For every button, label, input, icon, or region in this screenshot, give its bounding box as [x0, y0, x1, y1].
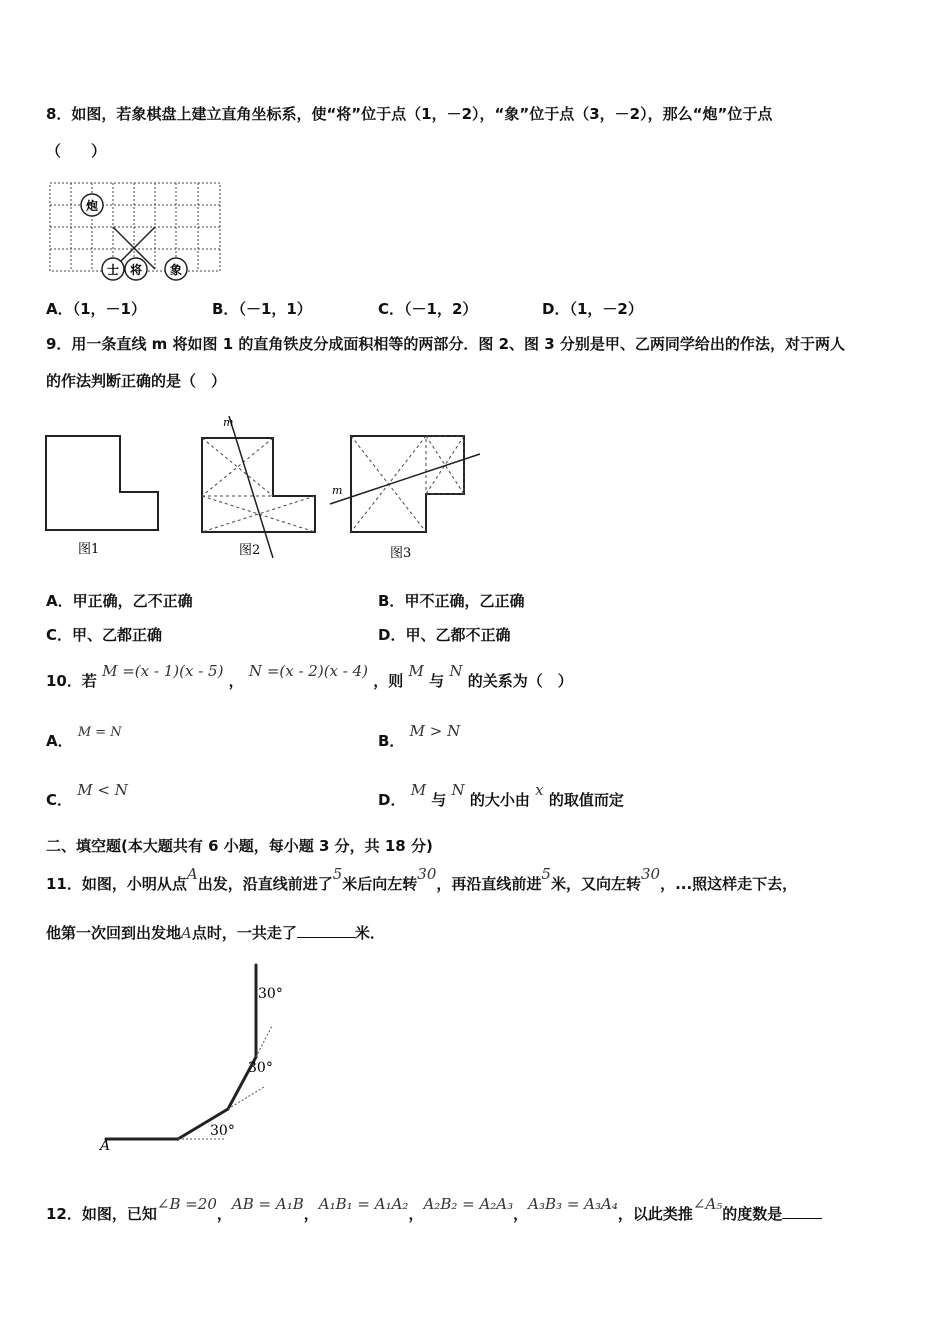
option-text: （－1，1） — [238, 300, 312, 318]
svg-text:炮: 炮 — [85, 199, 99, 213]
option-label: B． — [378, 592, 405, 610]
q10-stem — [46, 662, 573, 691]
text: 点时，一共走了 — [191, 924, 297, 942]
option-math: M > N — [409, 722, 461, 740]
num: 5 — [332, 865, 343, 883]
option-text: 甲正确，乙不正确 — [72, 592, 193, 610]
q10-option-b[interactable] — [378, 722, 461, 751]
comma: ， — [513, 1205, 529, 1223]
q9-option-a[interactable] — [46, 590, 193, 611]
option-label: A． — [46, 732, 73, 750]
text: 米，又向左转 — [550, 875, 641, 893]
q8-stem: 8．如图，若象棋盘上建立直角坐标系，使“将”位于点（1，－2），“象”位于点（3，－2），那么“炮”位于点 — [46, 105, 773, 123]
option-label: D． — [378, 791, 406, 809]
q8-option-d[interactable] — [542, 298, 643, 319]
q10-option-d[interactable] — [378, 781, 624, 810]
answer-blank[interactable] — [297, 923, 355, 938]
angle3-label: 30° — [258, 986, 283, 1002]
expr-n: N =(x - 2)(x - 4) — [248, 662, 369, 680]
angle-b: ∠B =20 — [156, 1195, 217, 1213]
num: 30 — [417, 865, 437, 883]
mid-text: 的大小由 — [469, 791, 530, 809]
walking-path-figure — [98, 960, 298, 1160]
fig3-caption: 图3 — [390, 546, 412, 561]
fig1-caption: 图1 — [78, 542, 100, 557]
text: 出发，沿直线前进了 — [197, 875, 333, 893]
piece-pao — [81, 194, 103, 216]
angle2-label: 30° — [248, 1060, 273, 1076]
yu-text: 与 — [429, 672, 445, 690]
q9-option-d[interactable] — [378, 624, 510, 645]
option-label: D． — [542, 300, 570, 318]
answer-blank[interactable] — [782, 1204, 822, 1219]
var-a: A — [181, 924, 192, 942]
figure-1 — [44, 434, 164, 559]
var-m: M — [408, 662, 424, 680]
piece-jiang — [125, 258, 147, 280]
eq3: A₂B₂ = A₂A₃ — [423, 1195, 514, 1213]
angle1-label: 30° — [210, 1123, 235, 1139]
option-text: （1，－1） — [72, 300, 146, 318]
section-title: 二、填空题(本大题共有 6 小题，每小题 3 分，共 18 分) — [46, 837, 433, 855]
expr-m: M =(x - 1)(x - 5) — [102, 662, 224, 680]
line-m-label: m — [332, 484, 343, 497]
figure-2 — [195, 412, 325, 562]
option-label: A． — [46, 300, 73, 318]
num: 30 — [640, 865, 661, 883]
q8-option-c[interactable] — [378, 298, 477, 319]
piece-xiang — [165, 258, 187, 280]
option-math-m: M — [410, 781, 427, 799]
q9-option-c[interactable] — [46, 624, 162, 645]
option-label: C． — [46, 791, 73, 809]
q9-stem-line2: 的作法判断正确的是（ ） — [46, 372, 227, 390]
text: ，...照这样走下去， — [660, 875, 798, 893]
tail-text: 的取值而定 — [548, 791, 624, 809]
q11-stem-line1 — [46, 865, 798, 894]
option-label: C． — [378, 300, 405, 318]
text: 12．如图，已知 — [46, 1205, 157, 1223]
option-math-n: N — [451, 781, 465, 799]
option-label: C． — [46, 626, 73, 644]
q10-num: 10．若 — [46, 672, 97, 690]
line-m-label: m — [223, 416, 234, 429]
eq1: AB = A₁B — [231, 1195, 304, 1213]
option-label: D． — [378, 626, 406, 644]
num: 5 — [541, 865, 551, 883]
option-text: 甲不正确，乙正确 — [404, 592, 525, 610]
text: 的度数是 — [722, 1205, 783, 1223]
svg-text:士: 士 — [106, 263, 120, 277]
fig2-caption: 图2 — [239, 543, 261, 558]
q8-option-a[interactable] — [46, 298, 146, 319]
option-label: A． — [46, 592, 73, 610]
tail-text: 的关系为（ ） — [467, 672, 573, 690]
q9-option-b[interactable] — [378, 590, 524, 611]
q11-stem-line2 — [46, 922, 385, 943]
text: ，再沿直线前进 — [436, 875, 542, 893]
eq2: A₁B₁ = A₁A₂ — [318, 1195, 409, 1213]
q8-paren: （ ） — [46, 142, 107, 160]
svg-text:象: 象 — [169, 263, 183, 277]
q10-option-a[interactable] — [46, 725, 122, 751]
text: 米． — [354, 924, 385, 942]
piece-shi — [102, 258, 124, 280]
svg-text:将: 将 — [129, 263, 143, 277]
option-label: B． — [378, 732, 405, 750]
option-text: （1，－2） — [569, 300, 643, 318]
option-label: B． — [212, 300, 239, 318]
q12-stem — [46, 1195, 822, 1224]
q9-stem-line1: 9．用一条直线 m 将如图 1 的直角铁皮分成面积相等的两部分．图 2、图 3 分别是甲、乙两同学给出的作法，对于两人 — [46, 335, 845, 353]
option-math: M = N — [77, 725, 122, 740]
angle-a: ∠A₅ — [692, 1195, 723, 1213]
option-text: 甲、乙都不正确 — [405, 626, 511, 644]
comma: ， — [303, 1205, 319, 1223]
text: ，以此类推 — [617, 1205, 693, 1223]
then-text: ，则 — [373, 672, 404, 690]
option-text: 甲、乙都正确 — [72, 626, 163, 644]
text: 米后向左转 — [342, 875, 418, 893]
option-math-x: x — [535, 781, 544, 799]
text: 11．如图，小明从点 — [46, 875, 187, 893]
point-a-label: A — [100, 1138, 111, 1154]
figure-3 — [330, 432, 490, 562]
eq4: A₃B₃ = A₃A₄ — [528, 1195, 618, 1213]
var-n: N — [449, 662, 463, 680]
option-math: M < N — [77, 781, 128, 799]
text: 他第一次回到出发地 — [46, 924, 182, 942]
q8-option-b[interactable] — [212, 298, 312, 319]
option-text: （－1，2） — [404, 300, 478, 318]
var-a: A — [186, 865, 198, 883]
chessboard-figure — [48, 180, 228, 280]
comma: ， — [228, 672, 244, 690]
comma: ， — [408, 1205, 424, 1223]
yu-text: 与 — [431, 791, 447, 809]
comma: ， — [216, 1205, 232, 1223]
q10-option-c[interactable] — [46, 781, 128, 810]
